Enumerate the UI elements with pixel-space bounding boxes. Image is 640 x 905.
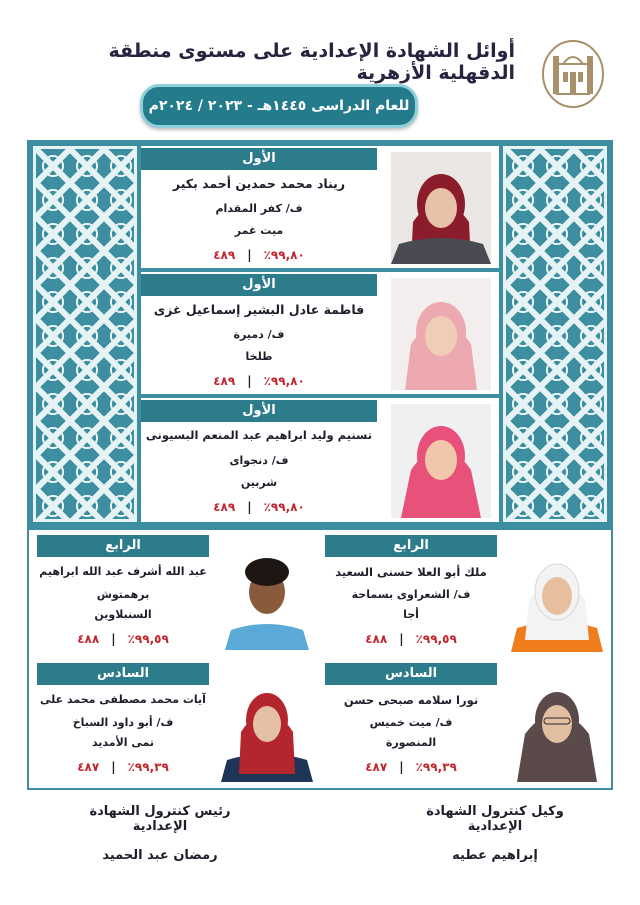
rank-banner: السادس bbox=[37, 663, 209, 685]
student-city: السنبلاوين bbox=[94, 608, 152, 621]
student-scores: ٩٩,٨٠٪|٤٨٩ bbox=[213, 500, 305, 514]
student-institute: ف/ أبو داود السباخ bbox=[72, 716, 174, 729]
student-city: تمى الأمديد bbox=[91, 736, 155, 749]
student-score: ٤٨٧ bbox=[365, 760, 388, 774]
azhar-logo bbox=[539, 38, 607, 110]
student-name: فاطمة عادل البشير إسماعيل غزى bbox=[153, 302, 365, 317]
student-card bbox=[141, 146, 499, 268]
student-percent: ٩٩,٥٩٪ bbox=[415, 632, 457, 646]
student-score: ٤٨٩ bbox=[213, 500, 236, 514]
student-scores: ٩٩,٨٠٪|٤٨٩ bbox=[213, 248, 305, 262]
student-photo bbox=[391, 152, 491, 264]
student-score: ٤٨٨ bbox=[365, 632, 388, 646]
student-scores: ٩٩,٥٩٪|٤٨٨ bbox=[365, 632, 457, 646]
student-percent: ٩٩,٣٩٪ bbox=[127, 760, 169, 774]
student-percent: ٩٩,٨٠٪ bbox=[263, 374, 305, 388]
student-percent: ٩٩,٥٩٪ bbox=[127, 632, 169, 646]
academic-year-badge: للعام الدراسى ١٤٤٥هـ - ٢٠٢٣ / ٢٠٢٤م bbox=[140, 84, 418, 128]
signature-name: إبراهيم عطيه bbox=[452, 848, 538, 863]
student-city: المنصورة bbox=[385, 736, 437, 749]
student-institute: ف/ دنجواى bbox=[229, 454, 289, 467]
student-card bbox=[33, 532, 319, 654]
student-percent: ٩٩,٨٠٪ bbox=[263, 500, 305, 514]
student-scores: ٩٩,٥٩٪|٤٨٨ bbox=[77, 632, 169, 646]
signature-title: رئيس كنترول الشهادة الإعدادية bbox=[89, 804, 231, 834]
student-name: ملك أبو العلا حسنى السعيد bbox=[335, 565, 487, 579]
student-name: تسنيم وليد ابراهيم عبد المنعم البسيونى bbox=[145, 428, 373, 442]
student-card bbox=[141, 272, 499, 394]
student-institute: ف/ كفر المقدام bbox=[215, 202, 303, 215]
student-institute: ف/ ميت خميس bbox=[369, 716, 453, 729]
student-city: شربين bbox=[240, 476, 278, 489]
student-name: عبد الله أشرف عبد الله ابراهيم bbox=[39, 565, 207, 578]
student-photo bbox=[221, 544, 313, 650]
student-institute: برهمتوش bbox=[96, 588, 150, 601]
rank-banner: الرابع bbox=[325, 535, 497, 557]
student-photo bbox=[511, 670, 603, 782]
student-card bbox=[323, 660, 609, 786]
student-photo bbox=[391, 404, 491, 518]
signature-title: وكيل كنترول الشهادة الإعدادية bbox=[426, 804, 564, 834]
rank-banner: الرابع bbox=[37, 535, 209, 557]
student-percent: ٩٩,٣٩٪ bbox=[415, 760, 457, 774]
right-pattern-panel bbox=[503, 146, 607, 522]
student-scores: ٩٩,٨٠٪|٤٨٩ bbox=[213, 374, 305, 388]
student-photo bbox=[391, 278, 491, 390]
student-city: أجا bbox=[403, 608, 419, 621]
top-ranks-frame bbox=[27, 140, 613, 528]
student-card bbox=[141, 398, 499, 522]
student-name: نورا سلامه صبحى حسن bbox=[343, 693, 479, 707]
student-institute: ف/ دميرة bbox=[233, 328, 285, 341]
lower-ranks-frame bbox=[27, 528, 613, 790]
student-scores: ٩٩,٣٩٪|٤٨٧ bbox=[77, 760, 169, 774]
student-name: ريناد محمد حمدين أحمد بكير bbox=[172, 176, 346, 191]
student-city: طلخا bbox=[245, 350, 273, 363]
student-score: ٤٨٩ bbox=[213, 248, 236, 262]
left-pattern-panel bbox=[33, 146, 137, 522]
student-percent: ٩٩,٨٠٪ bbox=[263, 248, 305, 262]
rank-banner: الأول bbox=[141, 400, 377, 422]
student-city: ميت غمر bbox=[234, 224, 284, 237]
student-score: ٤٨٩ bbox=[213, 374, 236, 388]
rank-banner: الأول bbox=[141, 274, 377, 296]
student-score: ٤٨٨ bbox=[77, 632, 100, 646]
signature-name: رمضان عبد الحميد bbox=[102, 848, 218, 863]
student-photo bbox=[511, 540, 603, 652]
student-scores: ٩٩,٣٩٪|٤٨٧ bbox=[365, 760, 457, 774]
student-name: آيات محمد مصطفى محمد على bbox=[40, 693, 206, 706]
student-score: ٤٨٧ bbox=[77, 760, 100, 774]
student-institute: ف/ الشعراوى بسماحة bbox=[351, 588, 471, 601]
student-card bbox=[323, 532, 609, 654]
page-title: أوائل الشهادة الإعدادية على مستوى منطقة الدقهلية الأزهرية bbox=[108, 40, 515, 84]
student-card bbox=[33, 660, 319, 786]
student-photo bbox=[221, 670, 313, 782]
rank-banner: الأول bbox=[141, 148, 377, 170]
rank-banner: السادس bbox=[325, 663, 497, 685]
